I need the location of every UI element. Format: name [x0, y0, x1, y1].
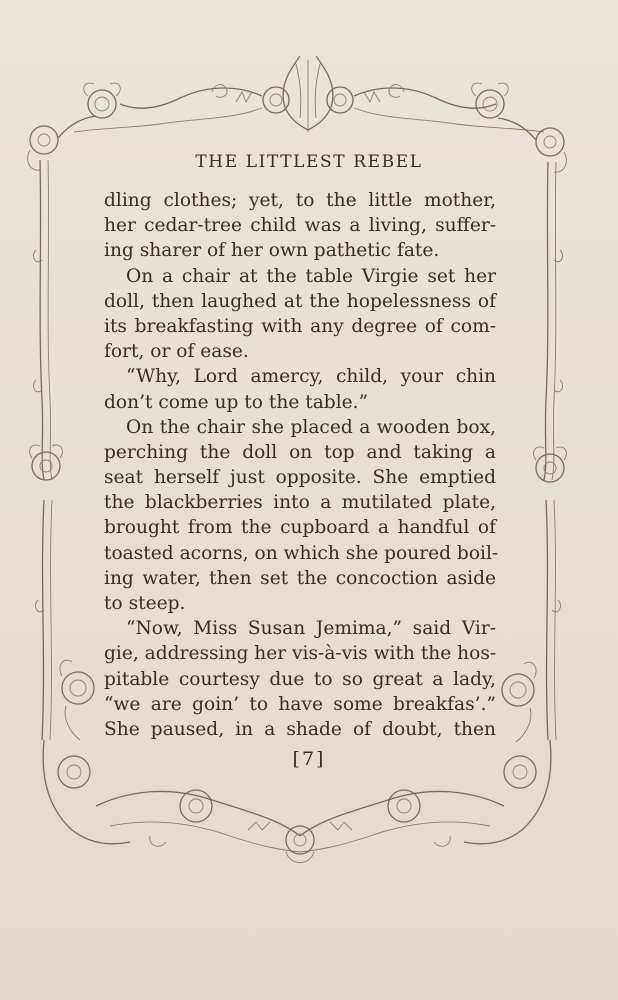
- text-line: pitable courtesy due to so great a lady,: [104, 668, 496, 690]
- text-line: ing sharer of her own pathetic fate.: [104, 240, 440, 262]
- page-number: [7]: [292, 748, 326, 770]
- text-line: “we are goin’ to have some breakfas’.”: [104, 693, 496, 715]
- text-line: doll, then laughed at the hopelessness of: [104, 290, 496, 312]
- text-line: seat herself just opposite. She emptied: [104, 467, 496, 489]
- text-line: gie, addressing her vis-à-vis with the hos-: [104, 643, 497, 665]
- lower-right-rosette: [502, 662, 536, 742]
- text-line: “Now, Miss Susan Jemima,” said Vir-: [126, 618, 496, 640]
- right-side-border: [534, 162, 567, 740]
- text-line: She paused, in a shade of doubt, then: [104, 718, 496, 740]
- body-text: [104, 188, 499, 742]
- text-line: its breakfasting with any degree of com-: [104, 315, 496, 337]
- text-line: On a chair at the table Virgie set her: [126, 265, 496, 287]
- text-line: don’t come up to the table.”: [104, 391, 369, 413]
- text-line: “Why, Lord amercy, child, your chin: [126, 366, 496, 388]
- text-line: perching the doll on top and taking a: [104, 441, 496, 463]
- text-line: dling clothes; yet, to the little mother,: [104, 190, 496, 211]
- text-line: the blackberries into a mutilated plate,: [104, 492, 496, 514]
- text-line: toasted acorns, on which she poured boil-: [104, 542, 499, 564]
- text-line: brought from the cupboard a handful of: [104, 517, 496, 539]
- running-head: THE LITTLEST REBEL: [195, 152, 423, 172]
- text-line: to steep.: [104, 593, 186, 614]
- lower-left-rosette: [60, 660, 94, 740]
- text-line: On the chair she placed a wooden box,: [126, 416, 496, 438]
- text-line: ing water, then set the concoction aside: [104, 567, 496, 589]
- left-side-border: [30, 160, 63, 740]
- text-line: her cedar-tree child was a living, suffer-: [104, 215, 496, 237]
- text-line: fort, or of ease.: [104, 341, 249, 363]
